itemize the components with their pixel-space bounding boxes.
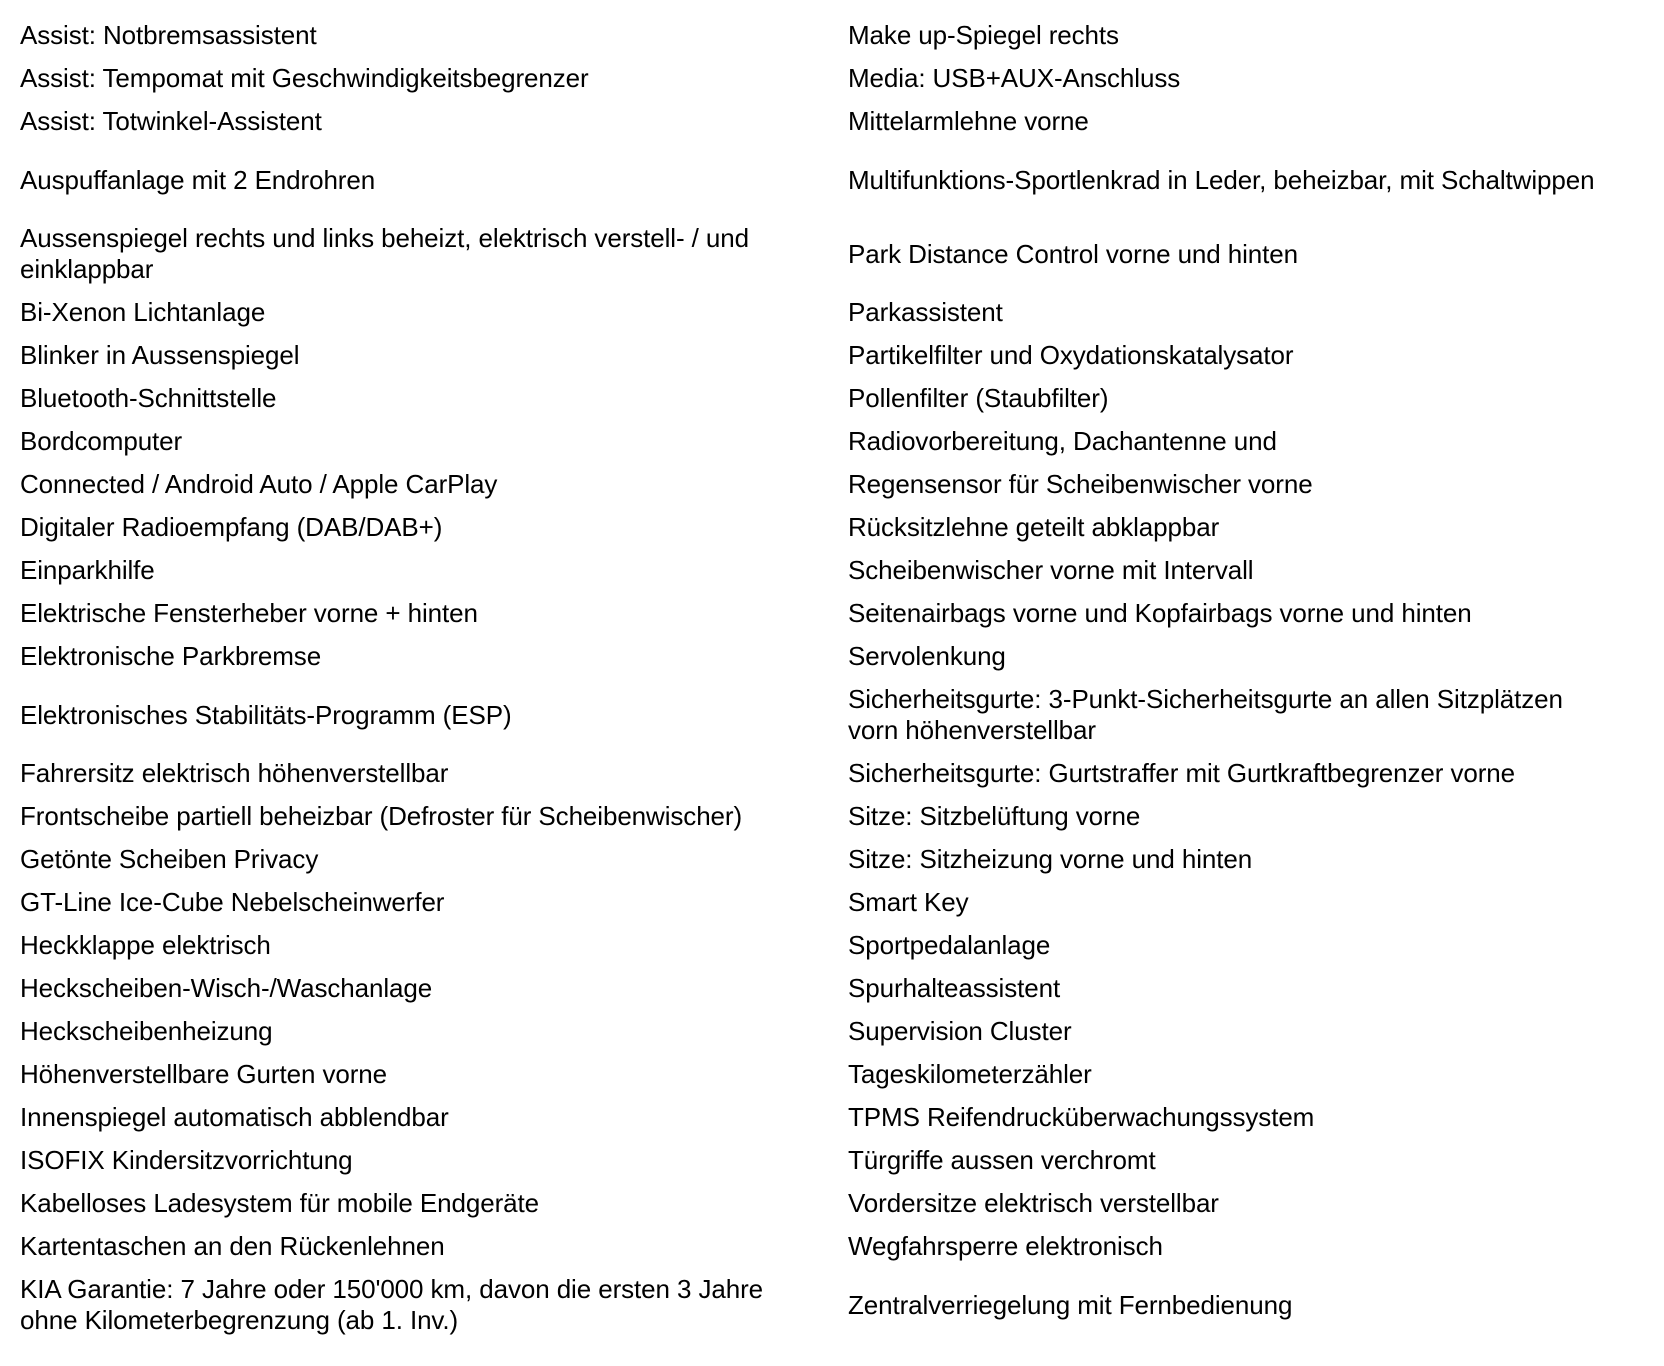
feature-left: Elektronisches Stabilitäts-Programm (ESP): [20, 699, 512, 730]
feature-right: Seitenairbags vorne und Kopfairbags vorne und hinten: [848, 598, 1472, 628]
feature-right: Türgriffe aussen verchromt: [848, 1145, 1156, 1175]
feature-right: TPMS Reifendrucküberwachungssystem: [848, 1102, 1315, 1132]
feature-left: Elektronische Parkbremse: [20, 641, 322, 671]
feature-right: Spurhalteassistent: [848, 973, 1061, 1003]
table-row: [20, 334, 1620, 377]
feature-left: Bi-Xenon Lichtanlage: [20, 297, 266, 327]
table-row: [20, 1225, 1620, 1268]
table-row: [20, 1139, 1620, 1182]
feature-left: KIA Garantie: 7 Jahre oder 150'000 km, davon die ersten 3 Jahre ohne Kilometerbegrenzung (ab 1. Inv.): [20, 1274, 764, 1335]
feature-left: Aussenspiegel rechts und links beheizt, elektrisch verstell- / und einklappbar: [20, 223, 749, 284]
table-row: [20, 1268, 1620, 1342]
feature-right: Zentralverriegelung mit Fernbedienung: [848, 1289, 1293, 1320]
table-row: [20, 143, 1620, 217]
feature-left: Heckklappe elektrisch: [20, 930, 271, 960]
feature-right: Supervision Cluster: [848, 1016, 1072, 1046]
feature-right: Rücksitzlehne geteilt abklappbar: [848, 512, 1220, 542]
feature-right: Partikelfilter und Oxydationskatalysator: [848, 340, 1294, 370]
feature-right: Regensensor für Scheibenwischer vorne: [848, 469, 1313, 499]
feature-left: Einparkhilfe: [20, 555, 155, 585]
feature-left: Bluetooth-Schnittstelle: [20, 383, 277, 413]
feature-right: Sportpedalanlage: [848, 930, 1051, 960]
feature-left: Getönte Scheiben Privacy: [20, 844, 319, 874]
table-row: [20, 635, 1620, 678]
table-row: [20, 592, 1620, 635]
feature-right: Pollenfilter (Staubfilter): [848, 383, 1109, 413]
feature-right: Park Distance Control vorne und hinten: [848, 238, 1299, 269]
table-row: [20, 967, 1620, 1010]
feature-left: Elektrische Fensterheber vorne + hinten: [20, 598, 478, 628]
feature-right: Multifunktions-Sportlenkrad in Leder, beheizbar, mit Schaltwippen: [848, 164, 1595, 195]
table-row: [20, 57, 1620, 100]
feature-right: Servolenkung: [848, 641, 1006, 671]
feature-left: Kartentaschen an den Rückenlehnen: [20, 1231, 445, 1261]
table-row: [20, 752, 1620, 795]
feature-left: Assist: Notbremsassistent: [20, 20, 317, 50]
feature-right: Media: USB+AUX-Anschluss: [848, 63, 1181, 93]
feature-left: Frontscheibe partiell beheizbar (Defroster für Scheibenwischer): [20, 801, 743, 831]
feature-left: Assist: Tempomat mit Geschwindigkeitsbegrenzer: [20, 63, 589, 93]
feature-left: Connected / Android Auto / Apple CarPlay: [20, 469, 498, 499]
table-row: [20, 549, 1620, 592]
table-row: [20, 377, 1620, 420]
feature-right: Vordersitze elektrisch verstellbar: [848, 1188, 1219, 1218]
feature-left: GT-Line Ice-Cube Nebelscheinwerfer: [20, 887, 445, 917]
feature-right: Tageskilometerzähler: [848, 1059, 1092, 1089]
table-row: [20, 291, 1620, 334]
feature-right: Mittelarmlehne vorne: [848, 106, 1089, 136]
feature-left: Kabelloses Ladesystem für mobile Endgeräte: [20, 1188, 539, 1218]
feature-right: Parkassistent: [848, 297, 1003, 327]
table-row: [20, 217, 1620, 291]
feature-right: Wegfahrsperre elektronisch: [848, 1231, 1163, 1261]
feature-right: Radiovorbereitung, Dachantenne und: [848, 426, 1277, 456]
table-row: [20, 1010, 1620, 1053]
feature-right: Sitze: Sitzheizung vorne und hinten: [848, 844, 1253, 874]
feature-right: Smart Key: [848, 887, 969, 917]
table-row: [20, 795, 1620, 838]
table-row: [20, 506, 1620, 549]
feature-left: Digitaler Radioempfang (DAB/DAB+): [20, 512, 443, 542]
table-row: [20, 420, 1620, 463]
table-row: [20, 100, 1620, 143]
table-row: [20, 678, 1620, 752]
feature-left: Heckscheiben-Wisch-/Waschanlage: [20, 973, 433, 1003]
table-row: [20, 1182, 1620, 1225]
feature-right: Make up-Spiegel rechts: [848, 20, 1119, 50]
table-row: [20, 838, 1620, 881]
feature-left: Fahrersitz elektrisch höhenverstellbar: [20, 758, 449, 788]
feature-right: Sitze: Sitzbelüftung vorne: [848, 801, 1141, 831]
feature-right: Sicherheitsgurte: Gurtstraffer mit Gurtkraftbegrenzer vorne: [848, 758, 1516, 788]
feature-left: Auspuffanlage mit 2 Endrohren: [20, 164, 376, 195]
feature-right: Scheibenwischer vorne mit Intervall: [848, 555, 1254, 585]
feature-left: Assist: Totwinkel-Assistent: [20, 106, 322, 136]
table-row: [20, 1053, 1620, 1096]
table-row: [20, 881, 1620, 924]
feature-left: Blinker in Aussenspiegel: [20, 340, 300, 370]
feature-left: Höhenverstellbare Gurten vorne: [20, 1059, 387, 1089]
table-row: [20, 1096, 1620, 1139]
table-row: [20, 463, 1620, 506]
equipment-table: [20, 14, 1620, 1342]
feature-left: ISOFIX Kindersitzvorrichtung: [20, 1145, 353, 1175]
table-row: [20, 924, 1620, 967]
feature-left: Heckscheibenheizung: [20, 1016, 273, 1046]
feature-left: Innenspiegel automatisch abblendbar: [20, 1102, 449, 1132]
feature-left: Bordcomputer: [20, 426, 183, 456]
table-row: [20, 14, 1620, 57]
feature-right: Sicherheitsgurte: 3-Punkt-Sicherheitsgurte an allen Sitzplätzen vorn höhenverstellbar: [848, 684, 1563, 745]
